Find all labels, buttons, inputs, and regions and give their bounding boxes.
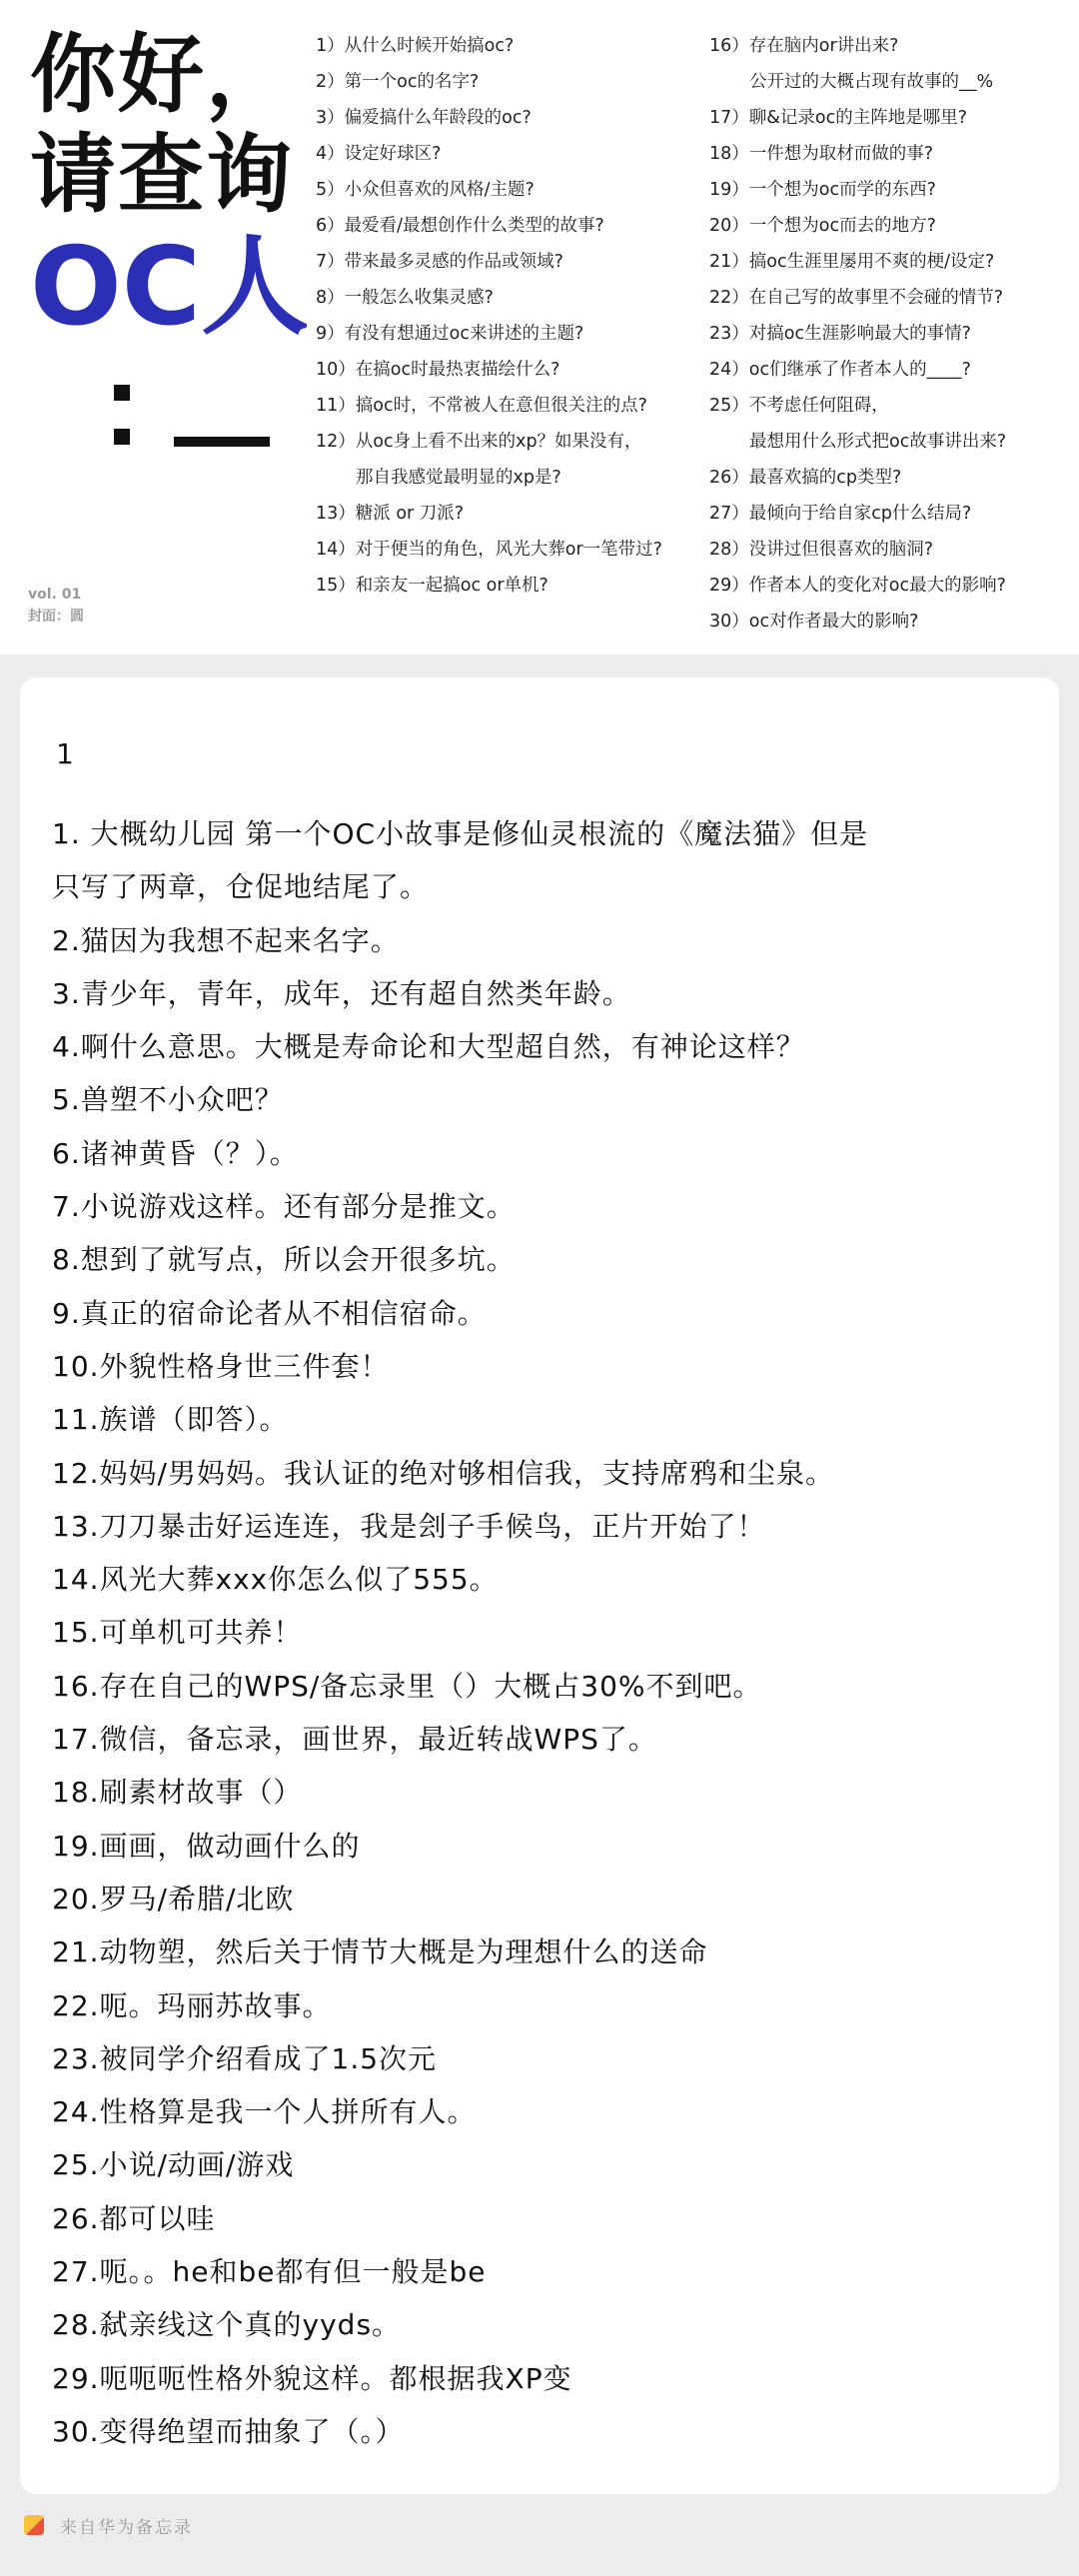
question-item: 23）对搞oc生涯影响最大的事情? <box>709 324 971 344</box>
answer-line: 12.妈妈/男妈妈。我认证的绝对够相信我，支持席鸦和尘泉。 <box>52 1456 834 1490</box>
title-line-1: 你好， <box>30 25 294 125</box>
answer-line: 2.猫因为我想不起来名字。 <box>52 923 400 957</box>
answer-line: 6.诸神黄昏（？）。 <box>52 1136 299 1170</box>
question-item-continued: 最想用什么形式把oc故事讲出来? <box>749 432 1007 452</box>
question-item: 25）不考虑任何阻碍， <box>709 396 889 416</box>
question-item: 15）和亲友一起搞oc or单机? <box>316 576 548 596</box>
answer-line: 9.真正的宿命论者从不相信宿命。 <box>52 1296 487 1330</box>
answer-line: 26.都可以哇 <box>52 2201 216 2235</box>
memo-title: 1 <box>56 737 74 770</box>
question-item: 27）最倾向于给自家cp什么结局? <box>709 504 972 524</box>
answer-line: 27.呃。。he和be都有但一般是be <box>52 2255 487 2289</box>
answer-line: 28.弑亲线这个真的yyds。 <box>52 2308 402 2342</box>
title-colon-blank <box>84 385 284 455</box>
question-item: 20）一个想为oc而去的地方? <box>709 216 936 236</box>
question-item: 5）小众但喜欢的风格/主题? <box>316 180 535 200</box>
answer-line: 11.族谱（即答）。 <box>52 1403 289 1437</box>
question-list-left <box>316 28 715 604</box>
answer-line: 5.兽塑不小众吧？ <box>52 1083 284 1117</box>
question-item: 21）搞oc生涯里屡用不爽的梗/设定? <box>709 252 995 272</box>
answer-line: 3.青少年，青年，成年，还有超自然类年龄。 <box>52 976 631 1010</box>
answer-line: 30.变得绝望而抽象了（。） <box>52 2414 405 2448</box>
question-item: 30）oc对作者最大的影响? <box>709 612 919 632</box>
question-item: 11）搞oc时，不常被人在意但很关注的点? <box>316 396 647 416</box>
answer-line: 23.被同学介绍看成了1.5次元 <box>52 2041 438 2075</box>
question-item: 22）在自己写的故事里不会碰的情节? <box>709 288 1004 308</box>
question-item-continued: 公开过的大概占现有故事的__% <box>749 72 994 92</box>
answer-line: 只写了两章，仓促地结尾了。 <box>52 870 430 904</box>
answer-line: 16.存在自己的WPS/备忘录里（）大概占30%不到吧。 <box>52 1669 762 1703</box>
question-item: 13）糖派 or 刀派? <box>316 504 465 524</box>
question-item: 26）最喜欢搞的cp类型? <box>709 468 902 488</box>
question-item: 1）从什么时候开始搞oc? <box>316 36 515 56</box>
memo-app-icon <box>24 2515 44 2535</box>
question-item-continued: 那自我感觉最明显的xp是? <box>356 468 561 488</box>
answer-line: 29.呃呃呃性格外貌这样。都根据我XP变 <box>52 2361 572 2395</box>
answer-line: 15.可单机可共养！ <box>52 1616 303 1650</box>
question-item: 3）偏爱搞什么年龄段的oc? <box>316 108 532 128</box>
question-item: 2）第一个oc的名字? <box>316 72 480 92</box>
answer-line: 18.刷素材故事（） <box>52 1776 303 1810</box>
question-item: 6）最爱看/最想创作什么类型的故事? <box>316 216 604 236</box>
question-item: 7）带来最多灵感的作品或领域? <box>316 252 563 272</box>
question-item: 9）有没有想通过oc来讲述的主题? <box>316 324 584 344</box>
answer-line: 21.动物塑，然后关于情节大概是为理想什么的送命 <box>52 1935 708 1969</box>
blank-underline <box>174 437 270 447</box>
answer-list <box>52 807 1041 2458</box>
answer-line: 17.微信，备忘录，画世界，最近转战WPS了。 <box>52 1723 657 1757</box>
answer-line: 7.小说游戏这样。还有部分是推文。 <box>52 1190 516 1224</box>
question-item: 17）聊&记录oc的主阵地是哪里? <box>709 108 968 128</box>
question-item: 14）对于便当的角色，风光大葬or一笔带过? <box>316 540 662 560</box>
answer-line: 1. 大概幼儿园 第一个OC小故事是修仙灵根流的《魔法猫》但是 <box>52 817 869 850</box>
cover-credit: 封面：圆 <box>28 609 84 625</box>
question-item: 18）一件想为取材而做的事? <box>709 144 934 164</box>
answer-line: 8.想到了就写点，所以会开很多坑。 <box>52 1243 516 1277</box>
source-label: 来自华为备忘录 <box>60 2517 193 2538</box>
question-item: 24）oc们继承了作者本人的____? <box>709 360 971 380</box>
answer-line: 13.刀刀暴击好运连连，我是刽子手候鸟，正片开始了！ <box>52 1509 766 1543</box>
volume-label: vol. 01 <box>28 587 82 603</box>
question-item: 16）存在脑内or讲出来? <box>709 36 899 56</box>
colon-dot-top <box>114 385 130 401</box>
answer-line: 22.呃。玛丽苏故事。 <box>52 1988 332 2022</box>
question-item: 28）没讲过但很喜欢的脑洞? <box>709 540 934 560</box>
colon-dot-bottom <box>114 429 130 445</box>
question-item: 4）设定好球区? <box>316 144 442 164</box>
title-line-2: 请查询 <box>30 125 294 225</box>
answer-line: 4.啊什么意思。大概是寿命论和大型超自然，有神论这样？ <box>52 1030 805 1064</box>
question-item: 10）在搞oc时最热衷描绘什么? <box>316 360 560 380</box>
question-item: 29）作者本人的变化对oc最大的影响? <box>709 576 1006 596</box>
question-item: 12）从oc身上看不出来的xp？如果没有， <box>316 432 642 452</box>
answer-line: 10.外貌性格身世三件套！ <box>52 1349 390 1383</box>
question-list-right <box>709 28 1079 640</box>
question-item: 19）一个想为oc而学的东西? <box>709 180 936 200</box>
answer-line: 25.小说/动画/游戏 <box>52 2148 295 2182</box>
title-oc: OC人 <box>30 225 310 350</box>
answer-line: 19.画画，做动画什么的 <box>52 1829 361 1863</box>
memo-note-card[interactable] <box>20 677 1059 2494</box>
question-item: 8）一般怎么收集灵感? <box>316 288 494 308</box>
answer-line: 14.风光大葬xxx你怎么似了555。 <box>52 1563 499 1597</box>
source-footer <box>24 2510 193 2540</box>
answer-line: 20.罗马/希腊/北欧 <box>52 1882 295 1916</box>
header-sheet <box>0 0 1079 654</box>
answer-line: 24.性格算是我一个人拼所有人。 <box>52 2095 477 2129</box>
